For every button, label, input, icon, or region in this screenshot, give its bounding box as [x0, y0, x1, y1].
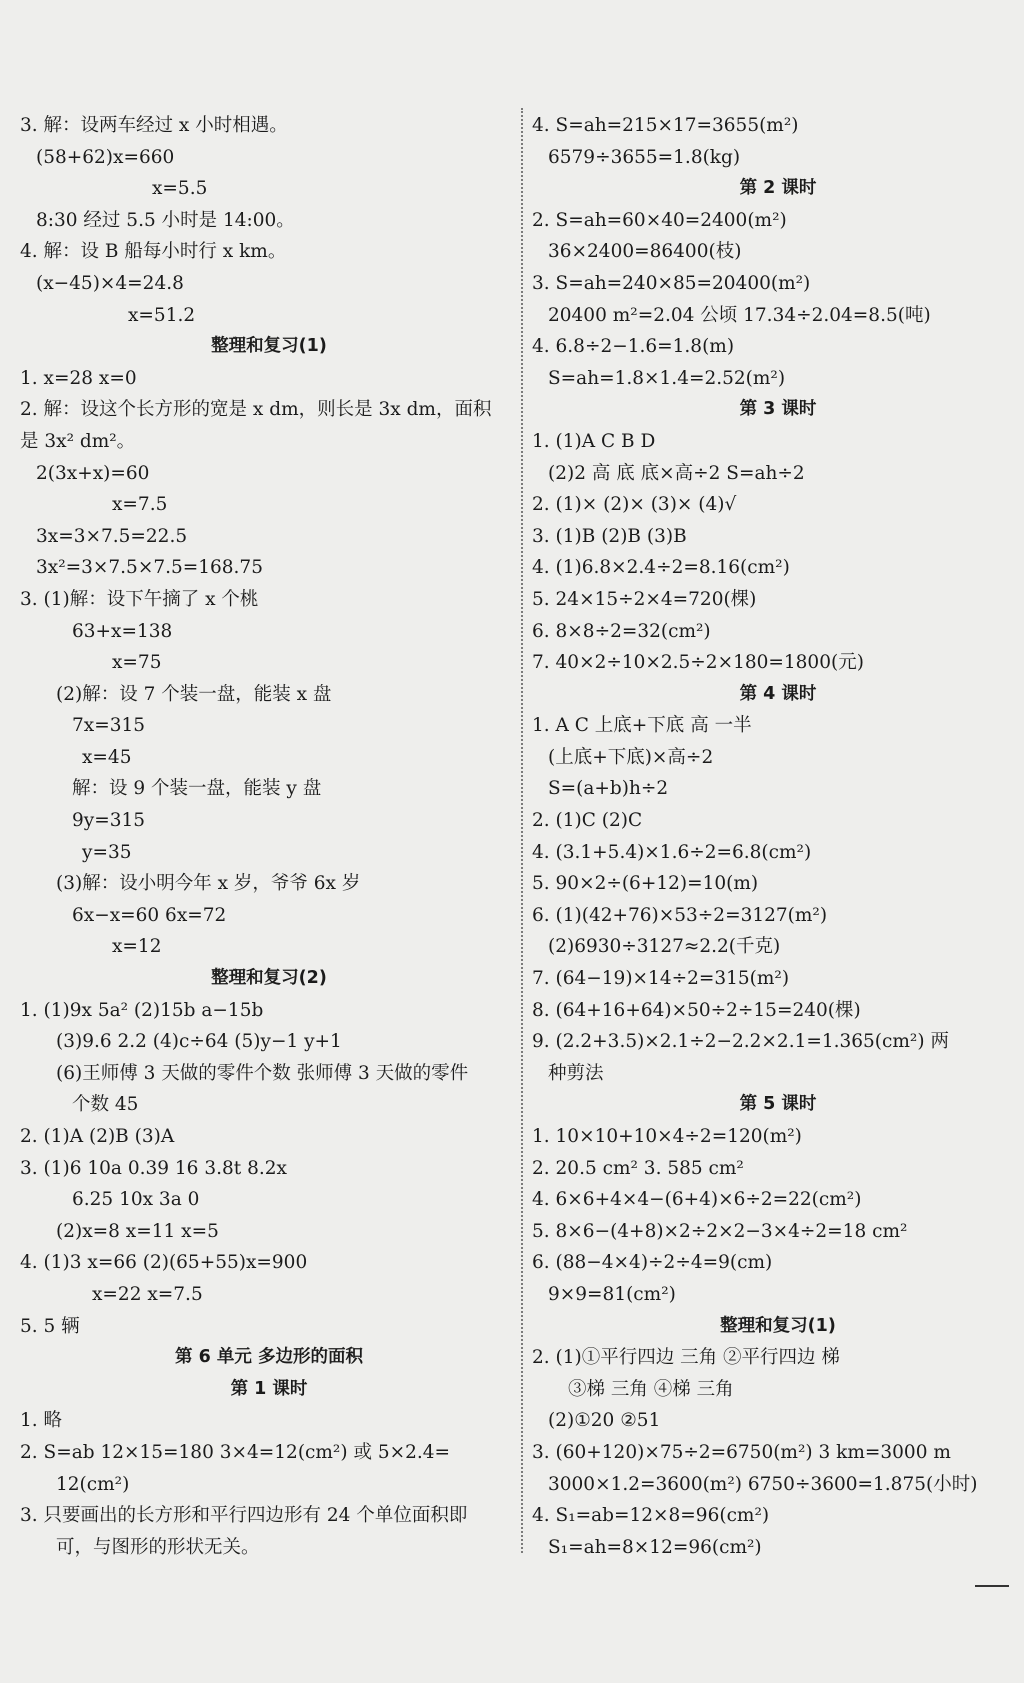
answer-line: 7x=315 — [72, 715, 146, 737]
answer-line: 9y=315 — [72, 810, 146, 832]
answer-line: 可，与图形的形状无关。 — [56, 1536, 260, 1558]
answer-line: 5. 90×2÷(6+12)=10(m) — [532, 873, 759, 895]
answer-line: 3. (1)B (2)B (3)B — [532, 525, 687, 547]
section-heading: 第 3 课时 — [739, 399, 817, 420]
answer-line: 36×2400=86400(枝) — [548, 241, 742, 263]
answer-line: (2)x=8 x=11 x=5 — [56, 1220, 219, 1242]
answer-line: 4. (1)3 x=66 (2)(65+55)x=900 — [20, 1252, 308, 1274]
answer-line: x=12 — [112, 936, 162, 958]
answer-line: 2. (1)C (2)C — [532, 810, 643, 832]
answer-line: 解：设 9 个装一盘，能装 y 盘 — [72, 778, 322, 800]
answer-line: 4. 6×6+4×4−(6+4)×6÷2=22(cm²) — [532, 1189, 862, 1211]
answer-line: 4. 解：设 B 船每小时行 x km。 — [20, 241, 287, 263]
answer-line: 2(3x+x)=60 — [36, 462, 150, 484]
answer-line: 4. 6.8÷2−1.6=1.8(m) — [532, 336, 735, 358]
answer-line: 5. 8×6−(4+8)×2÷2×2−3×4÷2=18 cm² — [532, 1220, 908, 1242]
section-heading: 第 2 课时 — [739, 178, 817, 199]
right-answer-column — [532, 110, 1024, 1563]
answer-line: 6. (88−4×4)÷2÷4=9(cm) — [532, 1252, 773, 1274]
answer-line: 1. A C 上底+下底 高 一半 — [532, 715, 752, 737]
answer-line: 6. 8×8÷2=32(cm²) — [532, 620, 711, 642]
answer-line: 2. 解：设这个长方形的宽是 x dm，则长是 3x dm，面积 — [20, 399, 492, 421]
section-heading: 第 5 课时 — [739, 1094, 817, 1115]
answer-line: 2. (1)①平行四边 三角 ②平行四边 梯 — [532, 1347, 840, 1369]
answer-line: (58+62)x=660 — [36, 146, 175, 168]
answer-line: 4. (1)6.8×2.4÷2=8.16(cm²) — [532, 557, 790, 579]
answer-line: 6579÷3655=1.8(kg) — [548, 146, 741, 168]
answer-line: 3. (60+120)×75÷2=6750(m²) 3 km=3000 m — [532, 1441, 951, 1463]
answer-line: S=ah=1.8×1.4=2.52(m²) — [548, 367, 786, 389]
answer-line: 8:30 经过 5.5 小时是 14:00。 — [36, 209, 295, 231]
answer-line: (2)解：设 7 个装一盘，能装 x 盘 — [56, 683, 332, 705]
answer-line: 6x−x=60 6x=72 — [72, 904, 227, 926]
section-heading: 整理和复习(2) — [211, 968, 327, 989]
page-end-dash — [975, 1585, 1009, 1587]
answer-line: 4. S=ah=215×17=3655(m²) — [532, 115, 799, 136]
answer-line: S=(a+b)h÷2 — [548, 778, 669, 800]
answer-line: 2. (1)× (2)× (3)× (4)√ — [532, 494, 737, 516]
answer-line: (上底+下底)×高÷2 — [548, 746, 714, 768]
answer-line: 9. (2.2+3.5)×2.1÷2−2.2×2.1=1.365(cm²) 两 — [532, 1031, 949, 1053]
answer-line: 2. 20.5 cm² 3. 585 cm² — [532, 1157, 744, 1179]
answer-line: 3. 解：设两车经过 x 小时相遇。 — [20, 115, 288, 136]
answer-line: (3)9.6 2.2 (4)c÷64 (5)y−1 y+1 — [56, 1031, 342, 1053]
answer-line: 3. S=ah=240×85=20400(m²) — [532, 272, 811, 294]
answer-line: (x−45)×4=24.8 — [36, 272, 184, 294]
answer-line: 7. 40×2÷10×2.5÷2×180=1800(元) — [532, 652, 864, 674]
left-answer-column — [20, 110, 518, 1563]
answer-line: 5. 24×15÷2×4=720(棵) — [532, 588, 757, 610]
answer-line: x=51.2 — [128, 304, 196, 326]
answer-line: 3000×1.2=3600(m²) 6750÷3600=1.875(小时) — [548, 1473, 978, 1495]
answer-line: x=75 — [112, 652, 162, 674]
column-divider — [521, 108, 523, 1553]
answer-line: x=5.5 — [152, 178, 208, 200]
answer-line: 2. (1)A (2)B (3)A — [20, 1126, 175, 1147]
answer-line: 3x²=3×7.5×7.5=168.75 — [36, 557, 263, 579]
answer-line: 1. x=28 x=0 — [20, 367, 137, 389]
answer-line: 1. 10×10+10×4÷2=120(m²) — [532, 1126, 802, 1147]
section-heading: 第 4 课时 — [739, 683, 817, 704]
answer-line: x=45 — [82, 746, 132, 768]
answer-line: S₁=ah=8×12=96(cm²) — [548, 1536, 762, 1558]
answer-line: 3x=3×7.5=22.5 — [36, 525, 188, 547]
answer-line: (6)王师傅 3 天做的零件个数 张师傅 3 天做的零件 — [56, 1062, 469, 1084]
answer-line: 8. (64+16+64)×50÷2÷15=240(棵) — [532, 999, 861, 1021]
answer-line: (2)①20 ②51 — [548, 1410, 661, 1432]
answer-line: x=22 x=7.5 — [92, 1283, 203, 1305]
answer-line: 1. (1)A C B D — [532, 430, 656, 452]
answer-line: 个数 45 — [72, 1094, 139, 1116]
answer-line: 3. (1)6 10a 0.39 16 3.8t 8.2x — [20, 1157, 287, 1179]
answer-line: x=7.5 — [112, 494, 168, 516]
answer-line: 3. (1)解：设下午摘了 x 个桃 — [20, 588, 259, 610]
answer-line: 6.25 10x 3a 0 — [72, 1189, 200, 1211]
answer-line: ③梯 三角 ④梯 三角 — [568, 1378, 734, 1400]
answer-line: 4. (3.1+5.4)×1.6÷2=6.8(cm²) — [532, 841, 812, 863]
answer-line: 2. S=ah=60×40=2400(m²) — [532, 209, 787, 231]
answer-line: 5. 5 辆 — [20, 1315, 80, 1337]
answer-line: (2)2 高 底 底×高÷2 S=ah÷2 — [548, 462, 805, 484]
answer-line: (2)6930÷3127≈2.2(千克) — [548, 936, 781, 958]
answer-line: 6. (1)(42+76)×53÷2=3127(m²) — [532, 904, 828, 926]
answer-line: 3. 只要画出的长方形和平行四边形有 24 个单位面积即 — [20, 1505, 468, 1527]
section-heading: 第 6 单元 多边形的面积 — [175, 1347, 363, 1368]
section-heading: 整理和复习(1) — [211, 336, 327, 357]
answer-line: 63+x=138 — [72, 620, 173, 642]
answer-line: 20400 m²=2.04 公顷 17.34÷2.04=8.5(吨) — [548, 304, 931, 326]
answer-line: 种剪法 — [548, 1062, 604, 1084]
answer-line: 1. (1)9x 5a² (2)15b a−15b — [20, 999, 264, 1021]
answer-line: 12(cm²) — [56, 1473, 130, 1495]
answer-line: 7. (64−19)×14÷2=315(m²) — [532, 968, 790, 990]
section-heading: 整理和复习(1) — [720, 1315, 836, 1336]
answer-line: 4. S₁=ab=12×8=96(cm²) — [532, 1505, 770, 1527]
answer-line: 2. S=ab 12×15=180 3×4=12(cm²) 或 5×2.4= — [20, 1441, 451, 1463]
answer-line: y=35 — [82, 841, 132, 863]
answer-line: 9×9=81(cm²) — [548, 1283, 676, 1305]
answer-line: 1. 略 — [20, 1410, 63, 1432]
section-heading: 第 1 课时 — [230, 1378, 308, 1399]
answer-line: (3)解：设小明今年 x 岁，爷爷 6x 岁 — [56, 873, 361, 895]
answer-line: 是 3x² dm²。 — [20, 430, 136, 452]
